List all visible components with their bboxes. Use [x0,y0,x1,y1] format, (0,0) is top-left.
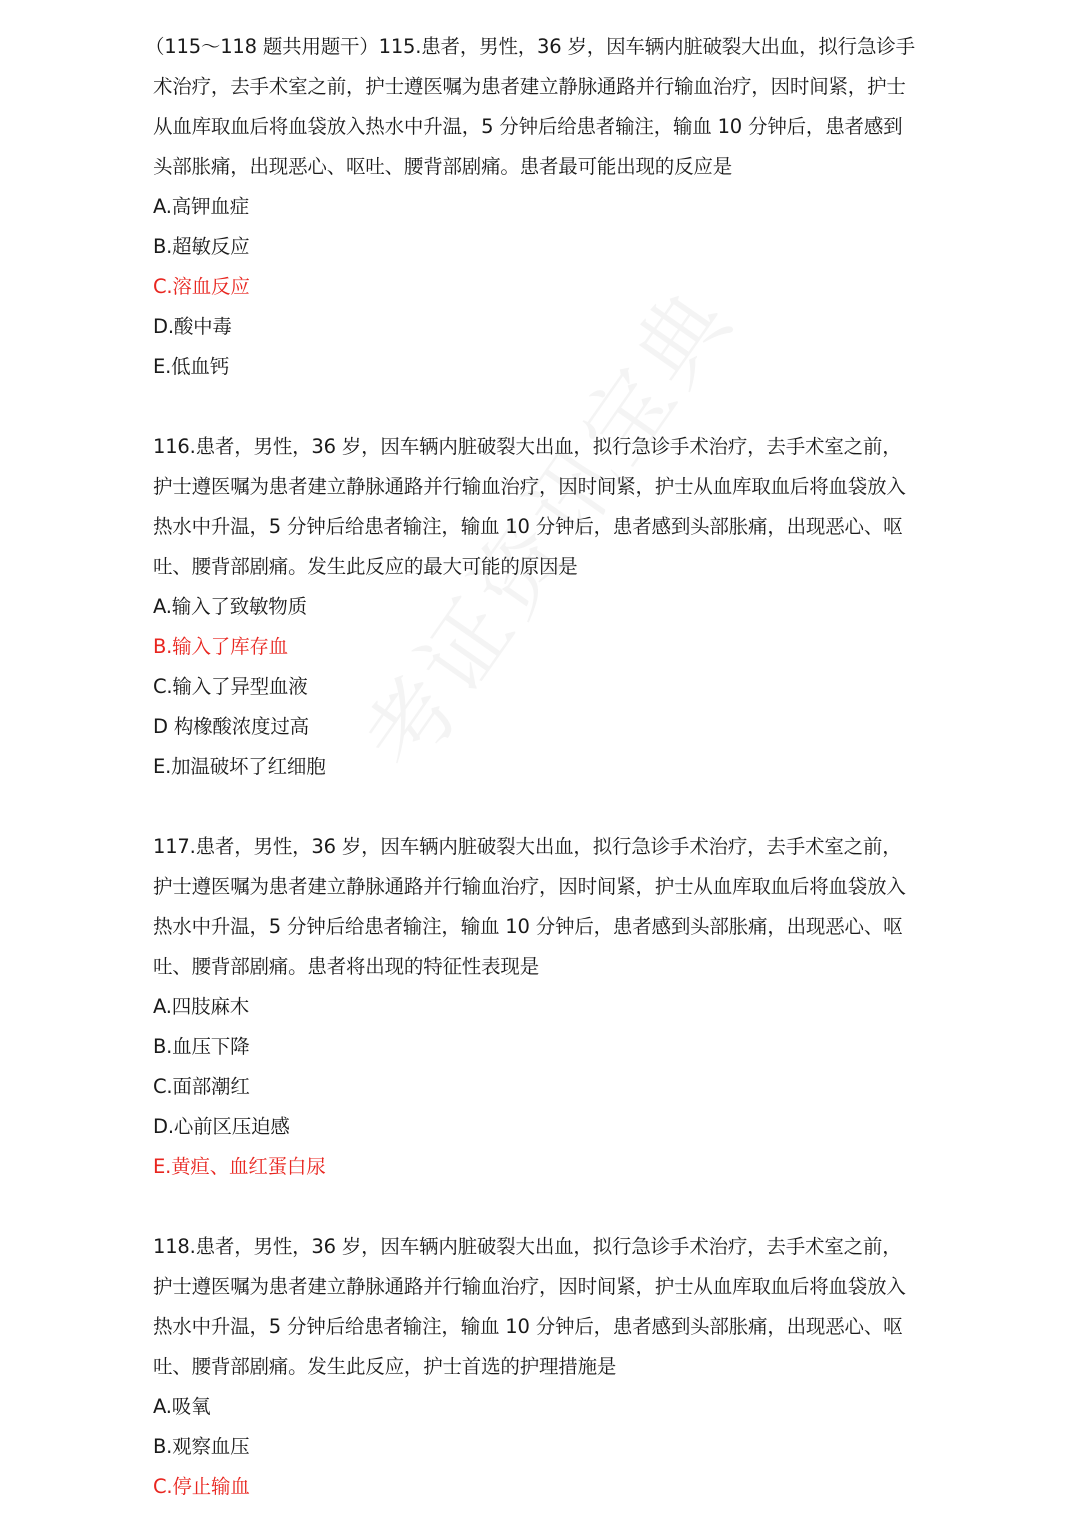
question-stem-line: 术治疗，去手术室之前，护士遵医嘱为患者建立静脉通路并行输血治疗，因时间紧，护士 [153,75,906,98]
answer-option: D 构橡酸浓度过高 [153,715,309,738]
question-stem-line: 吐、腰背部剧痛。发生此反应，护士首选的护理措施是 [153,1355,617,1378]
question-stem-line: （115～118 题共用题干）115.患者，男性，36 岁，因车辆内脏破裂大出血，拟行急诊手 [145,35,915,58]
question-block [153,1227,933,1507]
blank-line [153,1187,933,1227]
correct-answer-option: E.黄疸、血红蛋白尿 [153,1155,326,1178]
answer-option: E.加温破坏了红细胞 [153,755,326,778]
answer-option: B.观察血压 [153,1435,250,1458]
question-block [153,827,933,1187]
question-stem-line: 热水中升温，5 分钟后给患者输注，输血 10 分钟后，患者感到头部胀痛，出现恶心、呕 [153,1315,903,1338]
answer-option: C.面部潮红 [153,1075,250,1098]
blank-line [153,387,933,427]
question-stem-line: 吐、腰背部剧痛。发生此反应的最大可能的原因是 [153,555,578,578]
answer-option: C.输入了异型血液 [153,675,308,698]
document-body [145,27,933,1507]
question-stem-line: 117.患者，男性，36 岁，因车辆内脏破裂大出血，拟行急诊手术治疗，去手术室之前， [153,835,902,858]
correct-answer-option: B.输入了库存血 [153,635,288,658]
question-stem-line: 116.患者，男性，36 岁，因车辆内脏破裂大出血，拟行急诊手术治疗，去手术室之前， [153,435,902,458]
question-stem-line: 118.患者，男性，36 岁，因车辆内脏破裂大出血，拟行急诊手术治疗，去手术室之前， [153,1235,902,1258]
question-stem-line: 头部胀痛，出现恶心、呕吐、腰背部剧痛。患者最可能出现的反应是 [153,155,733,178]
question-stem-line: 热水中升温，5 分钟后给患者输注，输血 10 分钟后，患者感到头部胀痛，出现恶心、呕 [153,915,903,938]
question-stem-line: 吐、腰背部剧痛。患者将出现的特征性表现是 [153,955,540,978]
answer-option: A.吸氧 [153,1395,211,1418]
correct-answer-option: C.溶血反应 [153,275,250,298]
question-stem-line: 护士遵医嘱为患者建立静脉通路并行输血治疗，因时间紧，护士从血库取血后将血袋放入 [153,475,906,498]
question-stem-line: 热水中升温，5 分钟后给患者输注，输血 10 分钟后，患者感到头部胀痛，出现恶心、呕 [153,515,903,538]
question-stem-line: 护士遵医嘱为患者建立静脉通路并行输血治疗，因时间紧，护士从血库取血后将血袋放入 [153,875,906,898]
answer-option: D.酸中毒 [153,315,232,338]
question-stem-line: 护士遵医嘱为患者建立静脉通路并行输血治疗，因时间紧，护士从血库取血后将血袋放入 [153,1275,906,1298]
question-block [145,27,933,387]
answer-option: D.心前区压迫感 [153,1115,290,1138]
correct-answer-option: C.停止输血 [153,1475,250,1498]
answer-option: B.血压下降 [153,1035,250,1058]
question-block [153,427,933,787]
answer-option: E.低血钙 [153,355,230,378]
question-stem-line: 从血库取血后将血袋放入热水中升温，5 分钟后给患者输注，输血 10 分钟后，患者感到 [153,115,903,138]
answer-option: A.输入了致敏物质 [153,595,307,618]
answer-option: B.超敏反应 [153,235,250,258]
blank-line [153,787,933,827]
answer-option: A.高钾血症 [153,195,249,218]
answer-option: A.四肢麻木 [153,995,249,1018]
